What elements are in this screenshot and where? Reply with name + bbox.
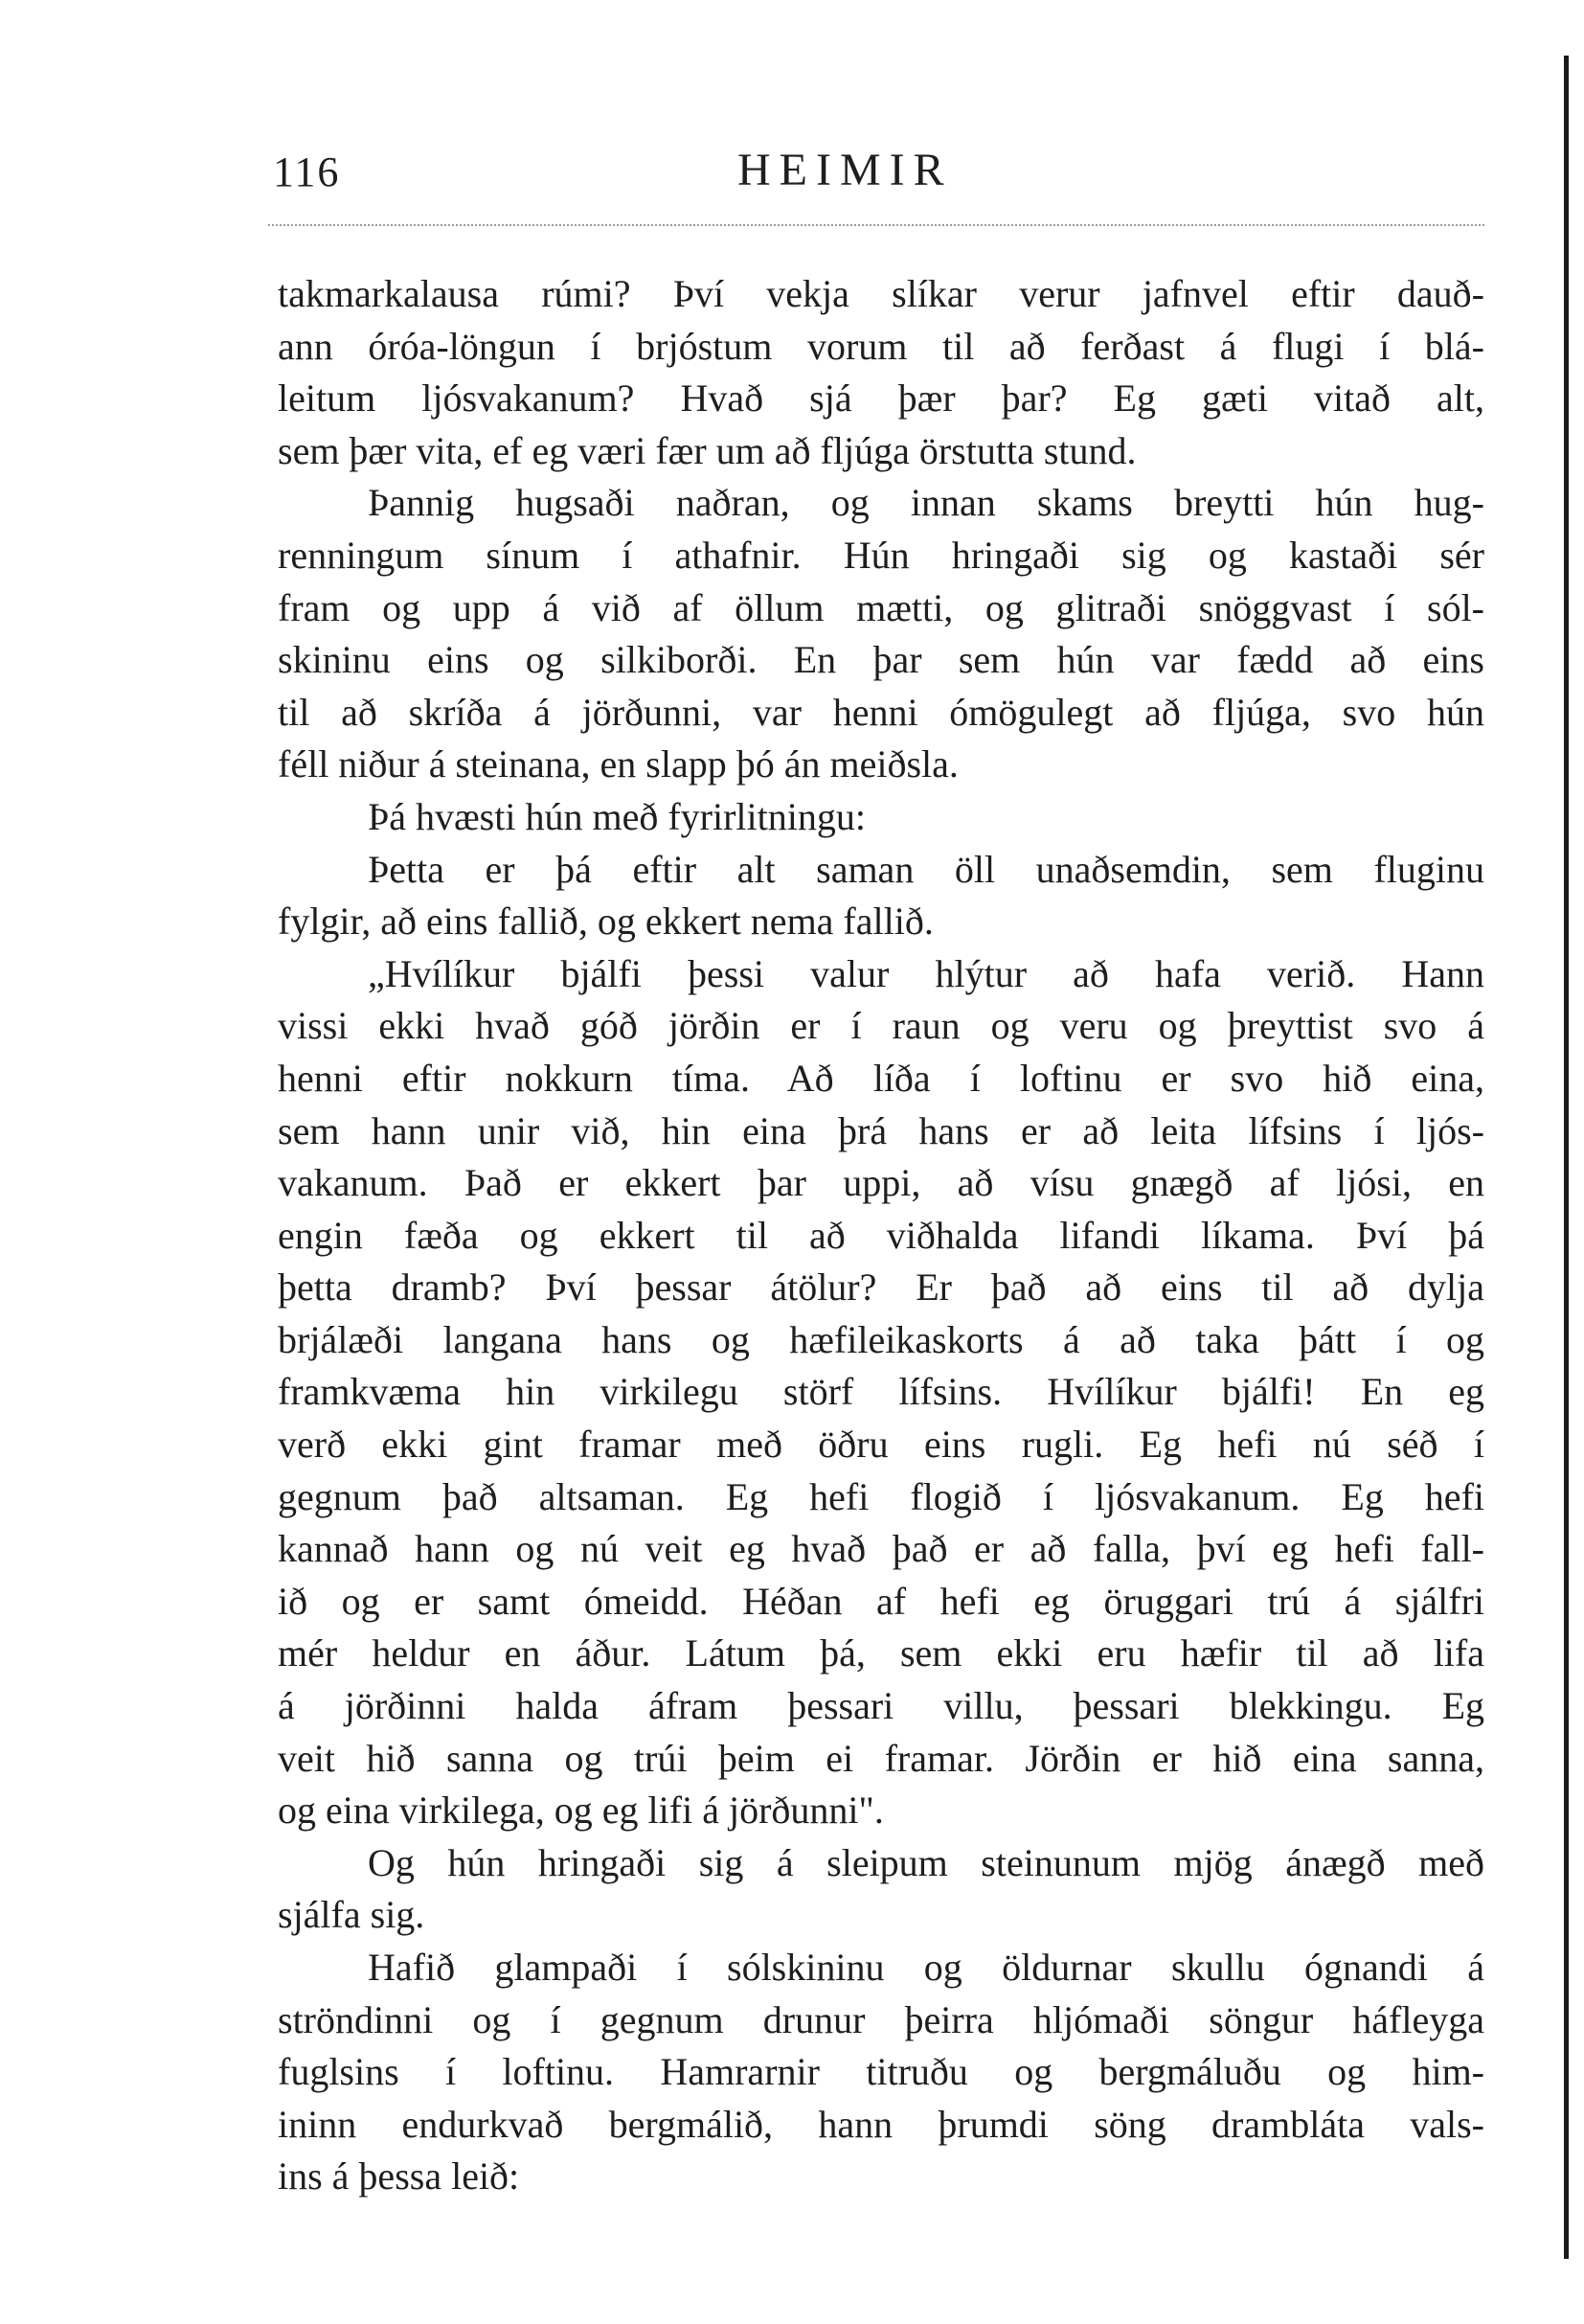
page-header	[273, 144, 1480, 211]
text-line: renningum sínum í athafnir. Hún hringaði sig og kastaði sér	[278, 533, 1484, 577]
text-line: ininn endurkvað bergmálið, hann þrumdi söng drambláta vals-	[278, 2102, 1484, 2146]
text-line: til að skríða á jörðunni, var henni ómögulegt að fljúga, svo hún	[278, 690, 1484, 734]
text-line: fram og upp á við af öllum mætti, og glitraði snöggvast í sól-	[278, 585, 1484, 629]
text-line: féll niður á steinana, en slapp þó án meiðsla.	[278, 742, 959, 786]
text-line: brjálæði langana hans og hæfileikaskorts á að taka þátt í og	[278, 1317, 1484, 1361]
text-line: skininu eins og silkiborði. En þar sem hún var fædd að eins	[278, 638, 1484, 682]
text-line: verð ekki gint framar með öðru eins rugli. Eg hefi nú séð í	[278, 1423, 1484, 1467]
text-line: sem hann unir við, hin eina þrá hans er að leita lífsins í ljós-	[278, 1108, 1484, 1152]
text-line: ann óróa-löngun í brjóstum vorum til að ferðast á flugi í blá-	[278, 324, 1484, 368]
body-text	[278, 268, 1484, 2203]
text-line: þetta dramb? Því þessar átölur? Er það að eins til að dylja	[278, 1265, 1484, 1310]
text-line: ströndinni og í gegnum drunur þeirra hljómaði söngur háfleyga	[278, 1997, 1484, 2041]
text-line: fuglsins í loftinu. Hamrarnir titruðu og bergmáluðu og him-	[278, 2050, 1484, 2094]
text-line: sjálfa sig.	[278, 1893, 425, 1937]
text-line: vissi ekki hvað góð jörðin er í raun og veru og þreyttist svo á	[278, 1004, 1484, 1048]
text-line: á jörðinni halda áfram þessari villu, þessari blekkingu. Eg	[278, 1684, 1484, 1728]
text-line: sem þær vita, ef eg væri fær um að fljúga örstutta stund.	[278, 428, 1137, 472]
text-line: ið og er samt ómeidd. Héðan af hefi eg öruggari trú á sjálfri	[278, 1579, 1484, 1623]
text-line: engin fæða og ekkert til að viðhalda lifandi líkama. Því þá	[278, 1213, 1484, 1257]
page-edge-line	[1564, 56, 1569, 2259]
text-line: veit hið sanna og trúi þeim ei framar. Jörðin er hið eina sanna,	[278, 1736, 1484, 1780]
text-line: Þá hvæsti hún með fyrirlitningu:	[368, 794, 866, 838]
text-line: Þannig hugsaði naðran, og innan skams breytti hún hug-	[368, 481, 1484, 525]
text-line: ins á þessa leið:	[278, 2154, 520, 2199]
text-line: „Hvílíkur bjálfi þessi valur hlýtur að hafa verið. Hann	[368, 951, 1484, 995]
text-line: henni eftir nokkurn tíma. Að líða í loftinu er svo hið eina,	[278, 1056, 1484, 1100]
text-line: Þetta er þá eftir alt saman öll unaðsemdin, sem fluginu	[368, 847, 1484, 891]
header-rule	[268, 224, 1484, 226]
text-line: Og hún hringaði sig á sleipum steinunum mjög ánægð með	[368, 1840, 1484, 1884]
text-line: gegnum það altsaman. Eg hefi flogið í ljósvakanum. Eg hefi	[278, 1474, 1484, 1518]
text-line: framkvæma hin virkilegu störf lífsins. Hvílíkur bjálfi! En eg	[278, 1370, 1484, 1414]
running-title: HEIMIR	[737, 145, 953, 195]
text-line: mér heldur en áður. Látum þá, sem ekki eru hæfir til að lifa	[278, 1631, 1484, 1675]
text-line: Hafið glampaði í sólskininu og öldurnar skullu ógnandi á	[368, 1946, 1484, 1989]
text-line: fylgir, að eins fallið, og ekkert nema fallið.	[278, 900, 934, 944]
text-line: leitum ljósvakanum? Hvað sjá þær þar? Eg gæti vitað alt,	[278, 376, 1484, 421]
page-number: 116	[273, 148, 341, 195]
text-line: og eina virkilega, og eg lifi á jörðunni".	[278, 1789, 884, 1833]
text-line: takmarkalausa rúmi? Því vekja slíkar verur jafnvel eftir dauð-	[278, 272, 1484, 315]
text-line: vakanum. Það er ekkert þar uppi, að vísu gnægð af ljósi, en	[278, 1161, 1484, 1205]
text-line: kannað hann og nú veit eg hvað það er að falla, því eg hefi fall-	[278, 1527, 1484, 1571]
